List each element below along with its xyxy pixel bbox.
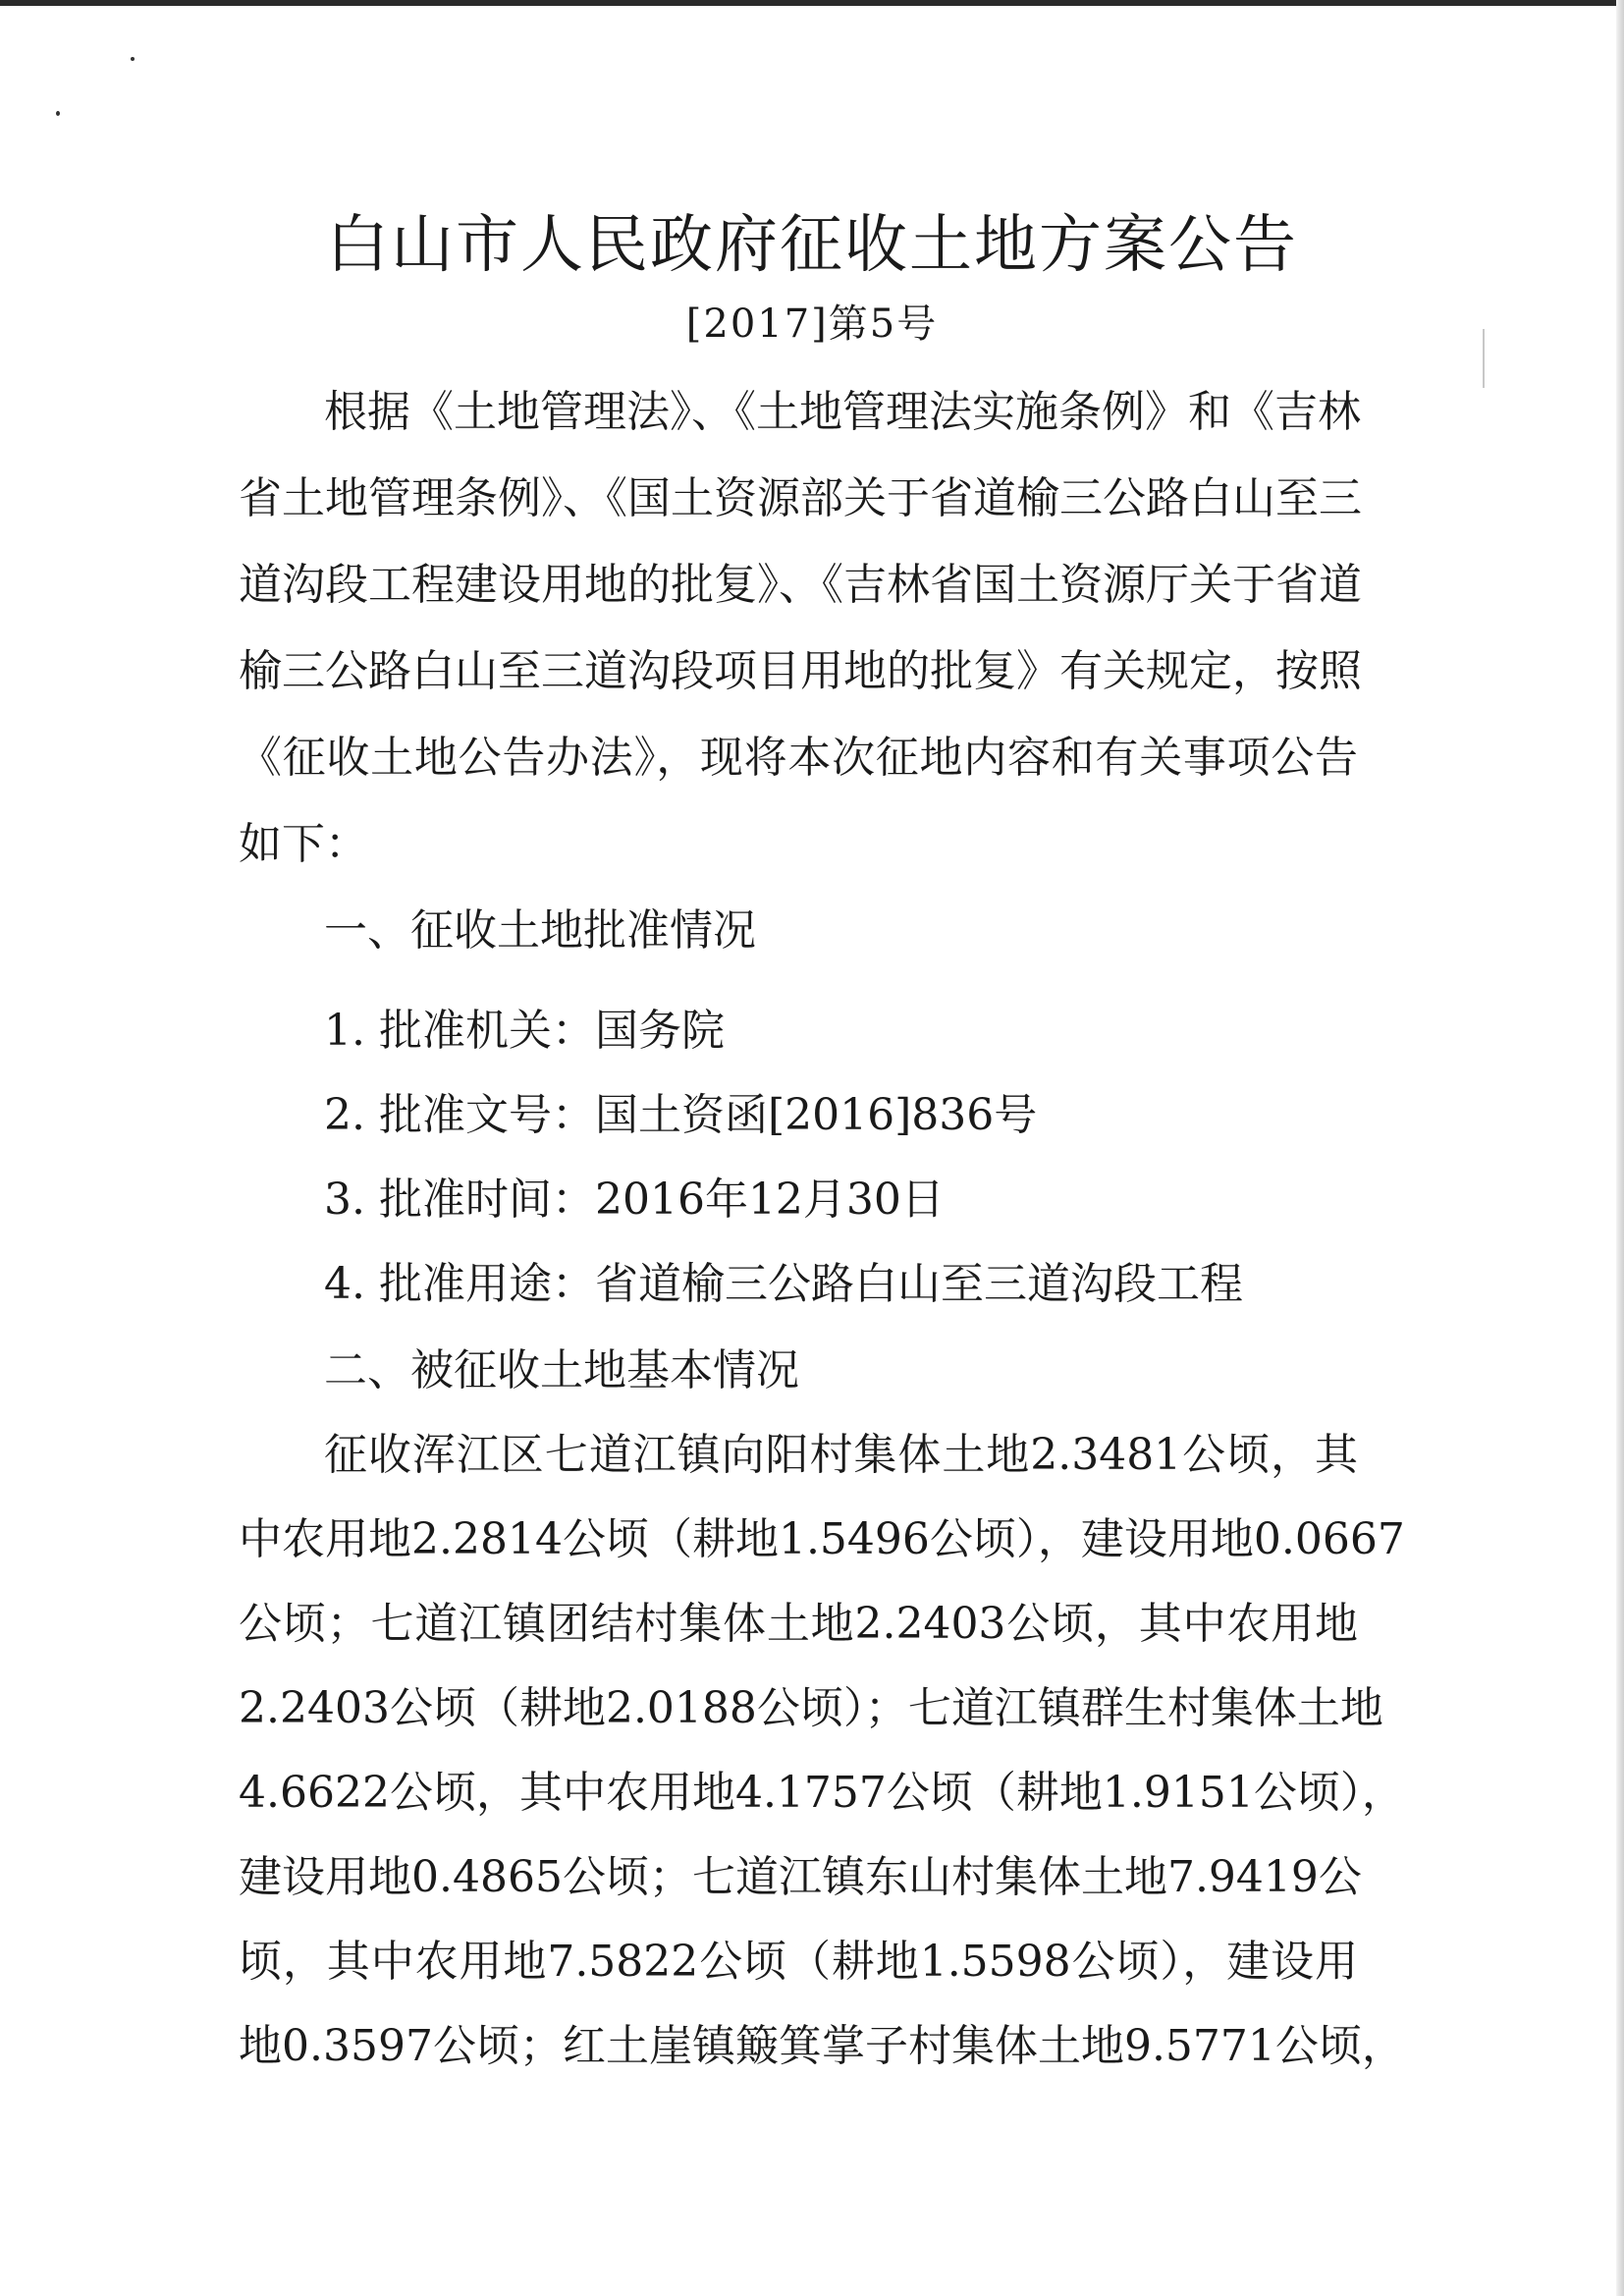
approval-item: 3. 批准时间：2016年12月30日 [324, 1175, 945, 1225]
land-detail-line: 地0.3597公顷；红土崖镇簸箕掌子村集体土地9.5771公顷， [239, 2021, 1405, 2071]
approval-item: 1. 批准机关：国务院 [324, 1006, 725, 1056]
land-detail-line: 4.6622公顷，其中农用地4.1757公顷（耕地1.9151公顷）， [239, 1768, 1405, 1818]
land-detail-line: 中农用地2.2814公顷（耕地1.5496公顷），建设用地0.0667 [239, 1514, 1405, 1564]
scan-speck [131, 57, 135, 61]
intro-line: 《征收土地公告办法》，现将本次征地内容和有关事项公告 [239, 733, 1358, 783]
land-detail-line: 2.2403公顷（耕地2.0188公顷）；七道江镇群生村集体土地 [239, 1683, 1383, 1733]
scan-border-top [0, 0, 1624, 6]
land-detail-line: 顷，其中农用地7.5822公顷（耕地1.5598公顷），建设用 [239, 1937, 1358, 1987]
intro-line: 如下： [239, 819, 368, 869]
intro-line: 道沟段工程建设用地的批复》、《吉林省国土资源厅关于省道 [239, 560, 1362, 610]
document-number: [2017]第5号 [685, 301, 939, 347]
approval-item: 4. 批准用途：省道榆三公路白山至三道沟段工程 [324, 1259, 1243, 1309]
section-heading: 二、被征收土地基本情况 [324, 1345, 799, 1395]
land-detail-line: 征收浑江区七道江镇向阳村集体土地2.3481公顷，其 [324, 1430, 1358, 1480]
intro-line: 根据《土地管理法》、《土地管理法实施条例》和《吉林 [324, 387, 1361, 437]
intro-line: 省土地管理条例》、《国土资源部关于省道榆三公路白山至三 [239, 473, 1362, 523]
approval-item: 2. 批准文号：国土资函[2016]836号 [324, 1090, 1038, 1140]
document-title: 白山市人民政府征收土地方案公告 [326, 209, 1298, 282]
section-heading: 一、征收土地批准情况 [324, 905, 756, 956]
land-detail-line: 建设用地0.4865公顷；七道江镇东山村集体土地7.9419公 [239, 1852, 1362, 1902]
intro-line: 榆三公路白山至三道沟段项目用地的批复》有关规定，按照 [239, 646, 1362, 696]
land-detail-line: 公顷；七道江镇团结村集体土地2.2403公顷，其中农用地 [239, 1599, 1358, 1649]
scan-speck [56, 111, 60, 116]
